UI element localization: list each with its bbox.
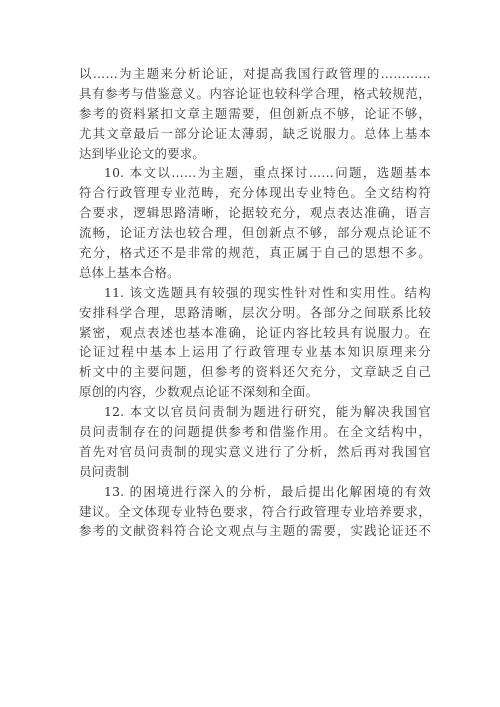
text-line: 符合行政管理专业范畴，充分体现出专业特色。全文结构符 [79, 185, 431, 201]
text-line: 论证过程中基本上运用了行政管理专业基本知识原理来分 [79, 344, 431, 360]
text-line: 首先对官员问责制的现实意义进行了分析，然后再对我国官 [79, 443, 431, 459]
text-line: 12. 本文以官员问责制为题进行研究，能为解决我国官 [104, 404, 431, 420]
text-line: 11. 该文选题具有较强的现实性针对性和实用性。结构 [104, 284, 431, 300]
text-line: 员问责制 [79, 463, 130, 479]
paragraph-continued [79, 64, 431, 163]
text-line: 流畅，论证方法也较合理，但创新点不够，部分观点论证不 [79, 225, 431, 241]
text-line: 参考的资料紧扣文章主题需要，但创新点不够，论证不够， [79, 105, 431, 121]
text-line: 尤其文章最后一部分论证太薄弱，缺乏说服力。总体上基本 [79, 125, 431, 141]
text-line: 达到毕业论文的要求。 [79, 145, 205, 161]
text-line: 析文中的主要问题，但参考的资料还欠充分，文章缺乏自己 [79, 364, 431, 380]
text-line: 原创的内容，少数观点论证不深刻和全面。 [79, 384, 319, 400]
text-line: 13. 的困境进行深入的分析，最后提出化解困境的有效 [104, 483, 431, 499]
text-line: 充分，格式还不是非常的规范，真正属于自己的思想不多。 [79, 245, 431, 261]
text-line: 员问责制存在的问题提供参考和借鉴作用。在全文结构中， [79, 424, 431, 440]
text-line: 建议。全文体现专业特色要求，符合行政管理专业培养要求， [79, 503, 431, 519]
text-line: 参考的文献资料符合论文观点与主题的需要，实践论证还不 [79, 523, 431, 539]
document-body [79, 64, 431, 541]
paragraph-13 [79, 482, 431, 542]
paragraph-11 [79, 283, 431, 402]
text-line: 合要求，逻辑思路清晰，论据较充分，观点表达准确，语言 [79, 205, 431, 221]
text-line: 以……为主题来分析论证，对提高我国行政管理的………… [79, 66, 431, 81]
text-line: 10. 本文以……为主题，重点探讨……问题，选题基本 [104, 165, 431, 181]
text-line: 紧密，观点表述也基本准确，论证内容比较具有说服力。在 [79, 324, 431, 340]
paragraph-12 [79, 402, 431, 482]
text-line: 总体上基本合格。 [79, 264, 180, 280]
text-line: 安排科学合理，思路清晰，层次分明。各部分之间联系比较 [79, 304, 431, 320]
text-line: 具有参考与借鉴意义。内容论证也较科学合理，格式较规范， [79, 85, 431, 101]
paragraph-10 [79, 163, 431, 282]
